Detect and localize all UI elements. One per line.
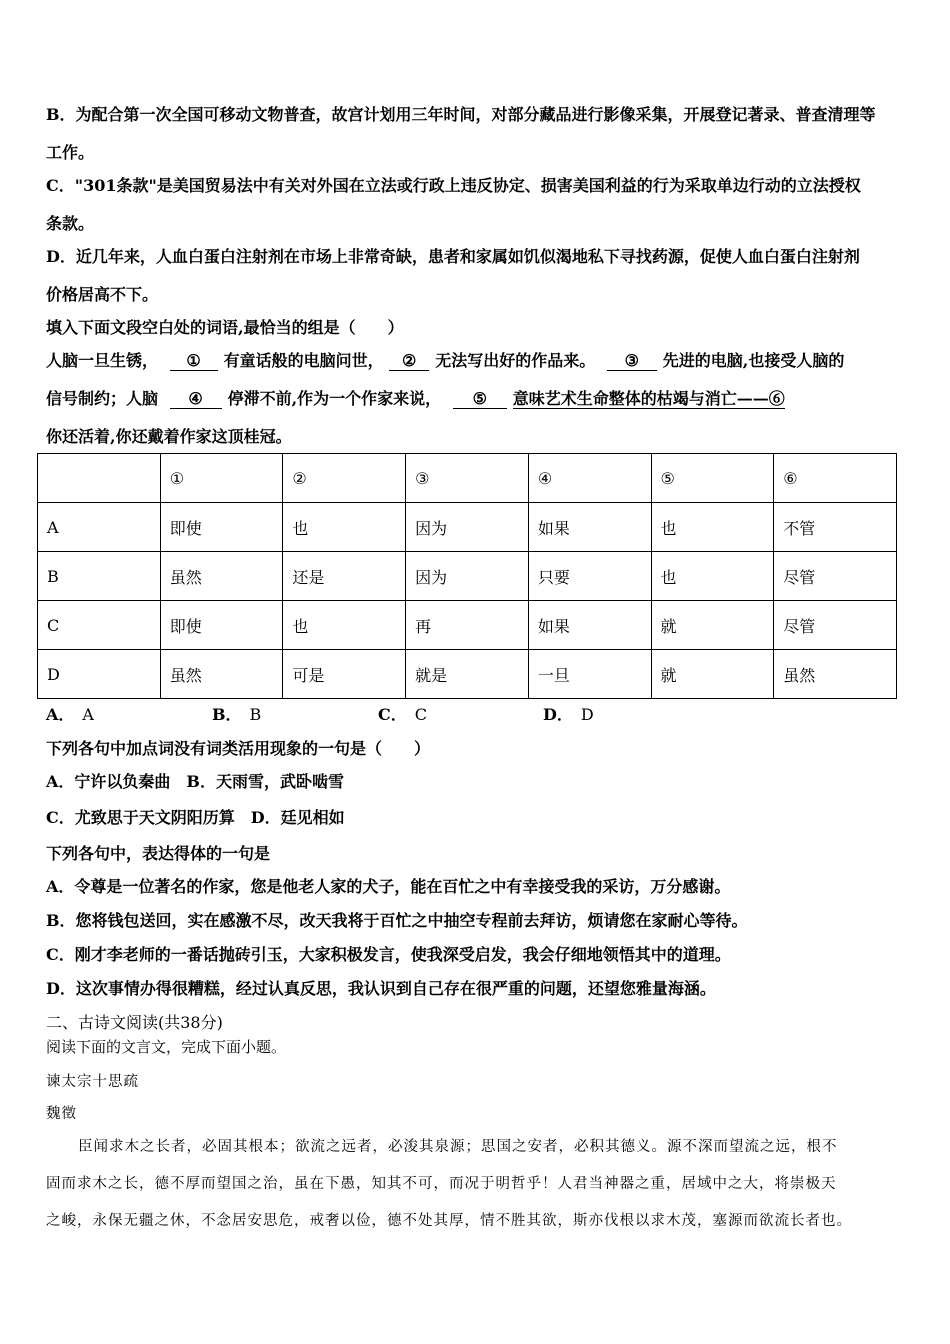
answer-choice-a[interactable]	[46, 702, 94, 725]
expr-option-d: D．这次事情办得很糟糕，经过认真反思，我认识到自己存在很严重的问题，还望您雅量海涵。	[46, 979, 716, 998]
choice-label: A．	[46, 705, 75, 724]
choice-value: D	[580, 705, 594, 724]
fill-question-stem: 填入下面文段空白处的词语,最恰当的组是（ ）	[46, 318, 404, 337]
expr-question-stem: 下列各句中，表达得体的一句是	[46, 844, 271, 863]
table-cell: 也	[283, 601, 406, 650]
table-row	[38, 650, 897, 699]
passage-text: 无法写出好的作品来。	[435, 351, 596, 370]
passage-text: 信号制约；人脑	[46, 389, 159, 408]
table-cell: 因为	[406, 503, 529, 552]
table-cell: ⑥	[774, 454, 897, 503]
table-cell: 也	[651, 552, 774, 601]
section-intro: 阅读下面的文言文，完成下面小题。	[46, 1038, 287, 1056]
option-c-line2: 条款。	[46, 214, 95, 233]
expr-option-a: A．令尊是一位著名的作家，您是他老人家的犬子，能在百忙之中有幸接受我的采访，万分感谢。	[46, 877, 731, 896]
table-cell: D	[38, 650, 161, 699]
table-cell: ③	[406, 454, 529, 503]
table-cell: C	[38, 601, 161, 650]
table-cell: 如果	[528, 503, 651, 552]
table-cell: 一旦	[528, 650, 651, 699]
table-cell: 也	[283, 503, 406, 552]
table-cell: ②	[283, 454, 406, 503]
table-cell: 就是	[406, 650, 529, 699]
passage-text: 意味艺术生命整体的枯竭与消亡——⑥	[512, 389, 785, 408]
expr-option-b: B．您将钱包送回，实在感激不尽，改天我将于百忙之中抽空专程前去拜访，烦请您在家耐心等待。	[46, 911, 748, 930]
blank-1: ①	[170, 352, 218, 371]
table-cell: 即使	[160, 503, 283, 552]
fill-passage-line2	[46, 386, 785, 409]
expr-option-c: C．刚才李老师的一番话抛砖引玉，大家积极发言，使我深受启发，我会仔细地领悟其中的道理。	[46, 945, 731, 964]
table-cell: 虽然	[160, 650, 283, 699]
table-cell: 还是	[283, 552, 406, 601]
blank-2: ②	[389, 352, 429, 371]
table-cell: ④	[528, 454, 651, 503]
table-cell: 不管	[774, 503, 897, 552]
choice-value: B	[249, 705, 262, 724]
table-row	[38, 552, 897, 601]
table-cell: 虽然	[160, 552, 283, 601]
option-b-line1: B．为配合第一次全国可移动文物普查，故宫计划用三年时间，对部分藏品进行影像采集，开展登记著录、普查清理等	[46, 105, 876, 124]
choice-label: C．	[378, 705, 407, 724]
choice-label: D．	[543, 705, 573, 724]
table-cell: 因为	[406, 552, 529, 601]
passage-text: 停滞不前,作为一个作家来说，	[227, 389, 442, 408]
passage-text: 人脑一旦生锈，	[46, 351, 159, 370]
table-cell: 再	[406, 601, 529, 650]
word-options-cd: C．尤致思于天文阴阳历算 D．廷见相如	[46, 808, 345, 827]
answer-choice-c[interactable]	[378, 702, 427, 725]
choice-value: C	[414, 705, 427, 724]
table-cell: 尽管	[774, 552, 897, 601]
choice-value: A	[82, 705, 94, 724]
blank-5: ⑤	[453, 390, 507, 409]
section-title: 二、古诗文阅读(共38分)	[46, 1013, 223, 1032]
blank-4: ④	[170, 390, 222, 409]
passage-text: 有童话般的电脑问世，	[223, 351, 384, 370]
table-cell: 可是	[283, 650, 406, 699]
choice-label: B．	[212, 705, 242, 724]
table-cell: 即使	[160, 601, 283, 650]
table-cell: 也	[651, 503, 774, 552]
passage-line: 固而求木之长，德不厚而望国之治，虽在下愚，知其不可，而况于明哲乎！人君当神器之重，居域中之大，将崇极天	[46, 1176, 837, 1192]
option-d-line2: 价格居高不下。	[46, 285, 159, 304]
option-c-line1: C．"301条款"是美国贸易法中有关对外国在立法或行政上违反协定、损害美国利益的行为采取单边行动的立法授权	[46, 176, 861, 195]
table-row	[38, 601, 897, 650]
word-question-stem: 下列各句中加点词没有词类活用现象的一句是（ ）	[46, 739, 431, 758]
table-cell: ⑤	[651, 454, 774, 503]
table-cell: 如果	[528, 601, 651, 650]
option-b-line2: 工作。	[46, 143, 95, 162]
table-cell	[38, 454, 161, 503]
table-cell: 虽然	[774, 650, 897, 699]
option-d-line1: D．近几年来，人血白蛋白注射剂在市场上非常奇缺，患者和家属如饥似渴地私下寻找药源，促使人血白蛋白注射剂	[46, 247, 860, 266]
table-cell: 尽管	[774, 601, 897, 650]
options-table	[37, 453, 897, 699]
passage-line: 之峻，永保无疆之休，不念居安思危，戒奢以俭，德不处其厚，情不胜其欲，斯亦伐根以求木茂，塞源而欲流长者也。	[46, 1213, 852, 1229]
answer-choice-d[interactable]	[543, 702, 594, 725]
passage-text: 先进的电脑,也接受人脑的	[662, 351, 845, 370]
table-cell: 只要	[528, 552, 651, 601]
table-row	[38, 503, 897, 552]
table-cell: B	[38, 552, 161, 601]
fill-passage-line1	[46, 348, 844, 371]
table-header-row	[38, 454, 897, 503]
passage-author: 魏徵	[46, 1106, 77, 1122]
table-cell: A	[38, 503, 161, 552]
table-cell: ①	[160, 454, 283, 503]
table-cell: 就	[651, 601, 774, 650]
table-cell: 就	[651, 650, 774, 699]
fill-passage-line3: 你还活着,你还戴着作家这顶桂冠。	[46, 427, 292, 446]
answer-choice-b[interactable]	[212, 702, 261, 725]
word-options-ab: A．宁许以负秦曲 B．天雨雪，武卧啮雪	[46, 772, 344, 791]
passage-line: 臣闻求木之长者，必固其根本；欲流之远者，必浚其泉源；思国之安者，必积其德义。源不深而望流之远，根不	[78, 1139, 838, 1155]
blank-3: ③	[607, 352, 657, 371]
passage-title: 谏太宗十思疏	[46, 1074, 139, 1090]
